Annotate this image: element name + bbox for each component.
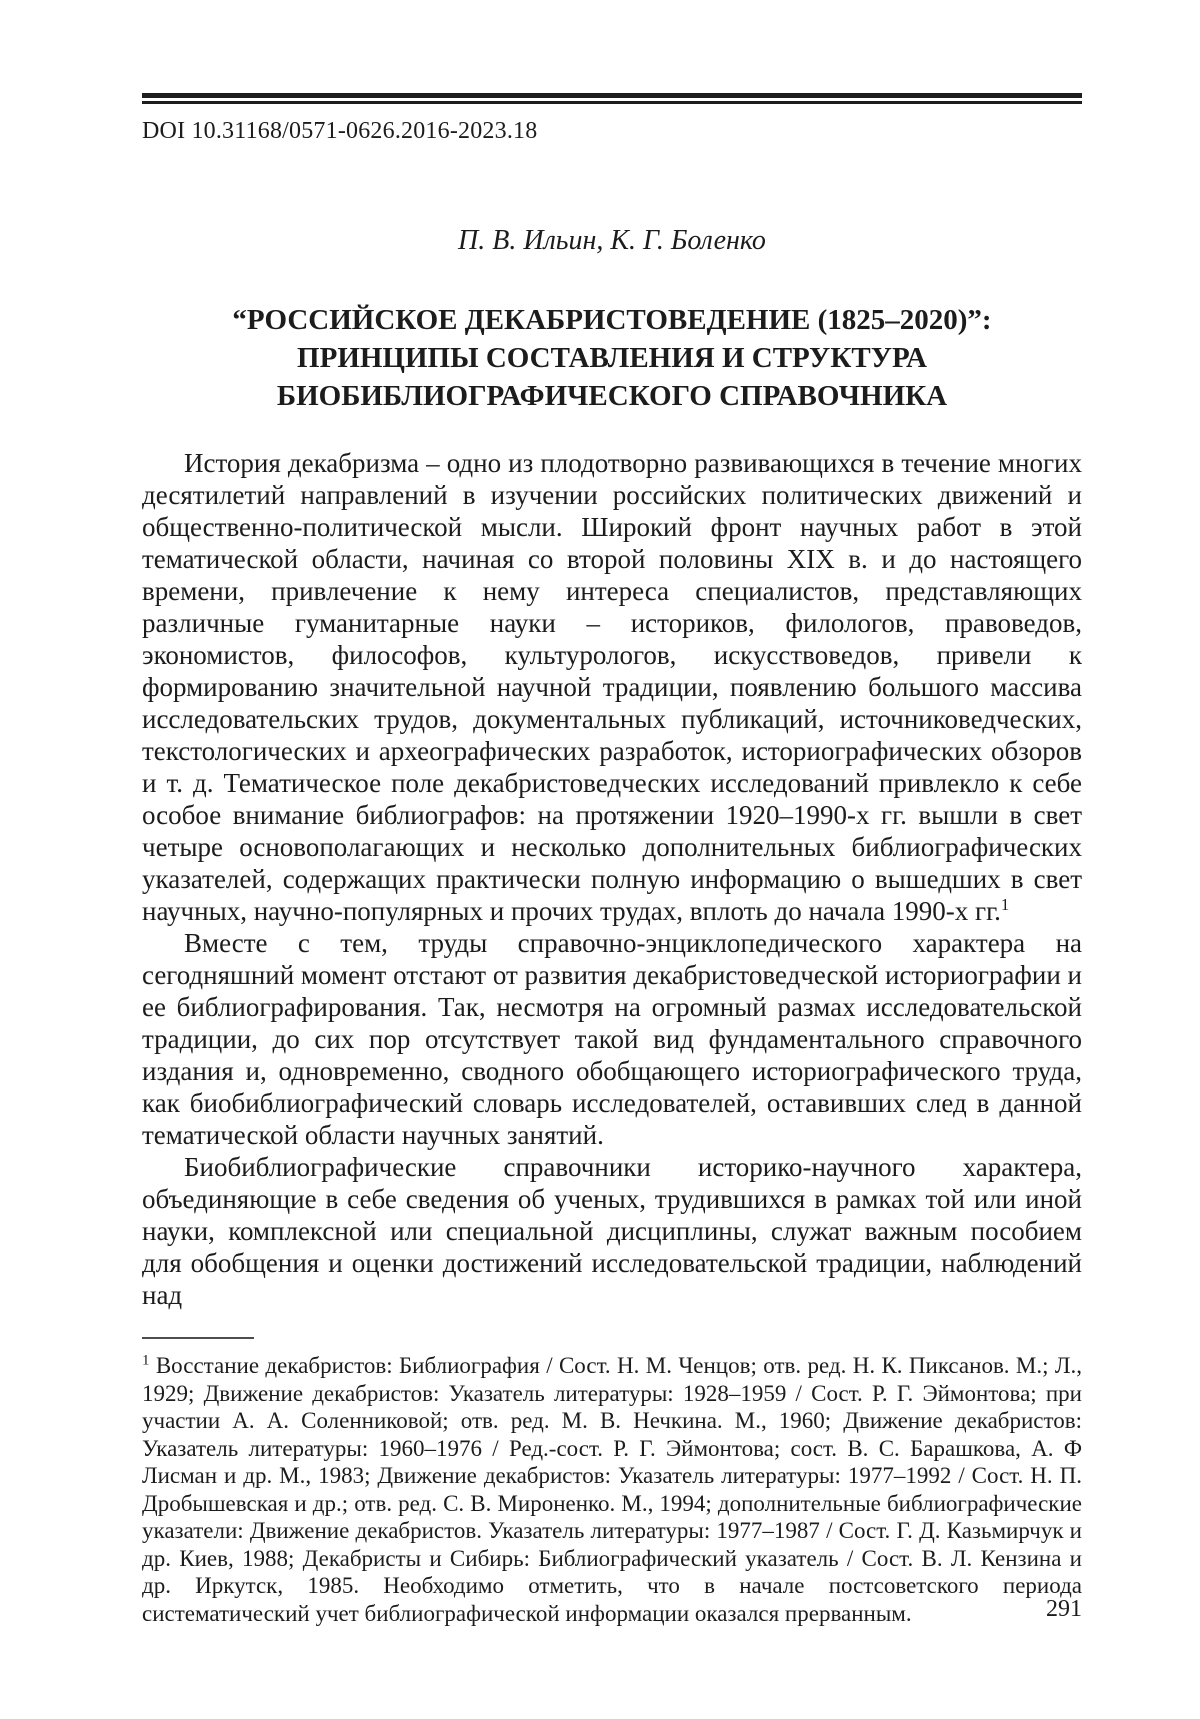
body-paragraph-1: [142, 447, 1082, 927]
article-title-line-1: “РОССИЙСКОЕ ДЕКАБРИСТОВЕДЕНИЕ (1825–2020)”:: [232, 304, 992, 336]
footnote-reference: 1: [1000, 895, 1010, 914]
footnote-separator: [142, 1337, 254, 1339]
body-paragraph-3: Биобиблиографические справочники историко-научного характера, объединяющие в себе сведения об ученых, трудившихся в рамках той или иной науки, комплексной или специальной дисциплины, служат важным пособием для обобщения и оценки достижений исследовательской традиции, наблюдений над: [142, 1152, 1082, 1310]
authors-line: П. В. Ильин, К. Г. Боленко: [458, 225, 766, 256]
article-body: [142, 447, 1082, 1311]
doi-text: DOI 10.31168/0571-0626.2016-2023.18: [142, 118, 538, 144]
article-title-line-2: ПРИНЦИПЫ СОСТАВЛЕНИЯ И СТРУКТУРА: [297, 342, 927, 374]
footnote: [142, 1352, 1082, 1627]
page-number: 291: [1046, 1596, 1082, 1622]
body-paragraph-1-text: История декабризма – одно из плодотворно развивающихся в течение многих десятилетий направлений в изучении российских политических движений и общественно-политической мысли. Широкий фронт научных работ в этой тематической области, начиная со второй половины XIX в. и до настоящего времени, привлечение к нему интереса специалистов, представляющих различные гуманитарные науки – историков, филологов, правоведов, экономистов, философов, культурологов, искусствоведов, привели к формированию значительной научной традиции, появлению большого массива исследовательских трудов, документальных публикаций, источниковедческих, текстологических и археографических разработок, историографических обзоров и т. д. Тематическое поле декабристоведческих исследований привлекло к себе особое внимание библиографов: на протяжении 1920–1990-х гг. вышли в свет четыре основополагающих и несколько дополнительных библиографических указателей, содержащих практически полную информацию о вышедших в свет научных, научно-популярных и прочих трудах, вплоть до начала 1990-х гг.: [142, 448, 1082, 926]
footnote-marker: 1: [142, 1352, 150, 1369]
footnote-text: Восстание декабристов: Библиография / Сост. Н. М. Ченцов; отв. ред. Н. К. Пиксанов. М.; Л., 1929; Движение декабристов: Указатель литературы: 1928–1959 / Сост. Р. Г. Эймонтова; при участии А. А. Соленниковой; отв. ред. М. В. Нечкина. М., 1960; Движение декабристов: Указатель литературы: 1960–1976 / Ред.-сост. Р. Г. Эймонтова; сост. В. С. Барашкова, А. Ф Лисман и др. М., 1983; Движение декабристов: Указатель литературы: 1977–1992 / Сост. Н. П. Дробышевская и др.; отв. ред. С. В. Мироненко. М., 1994; дополнительные библиографические указатели: Движение декабристов. Указатель литературы: 1977–1987 / Сост. Г. Д. Казьмирчук и др. Киев, 1988; Декабристы и Сибирь: Библиографический указатель / Сост. В. Л. Кензина и др. Иркутск, 1985. Необходимо отметить, что в начале постсоветского периода систематический учет библиографической информации оказался прерванным.: [142, 1353, 1082, 1626]
header-double-rule: [142, 93, 1082, 104]
article-title: [142, 301, 1082, 415]
page-content: [142, 0, 1082, 1627]
article-title-line-3: БИОБИБЛИОГРАФИЧЕСКОГО СПРАВОЧНИКА: [276, 380, 948, 412]
body-paragraph-2: Вместе с тем, труды справочно-энциклопедического характера на сегодняшний момент отстают от развития декабристоведческой историографии и ее библиографирования. Так, несмотря на огромный размах исследовательской традиции, до сих пор отсутствует такой вид фундаментального справочного издания и, одновременно, сводного обобщающего историографического труда, как биобиблиографический словарь исследователей, оставивших след в данной тематической области научных занятий.: [142, 928, 1082, 1150]
